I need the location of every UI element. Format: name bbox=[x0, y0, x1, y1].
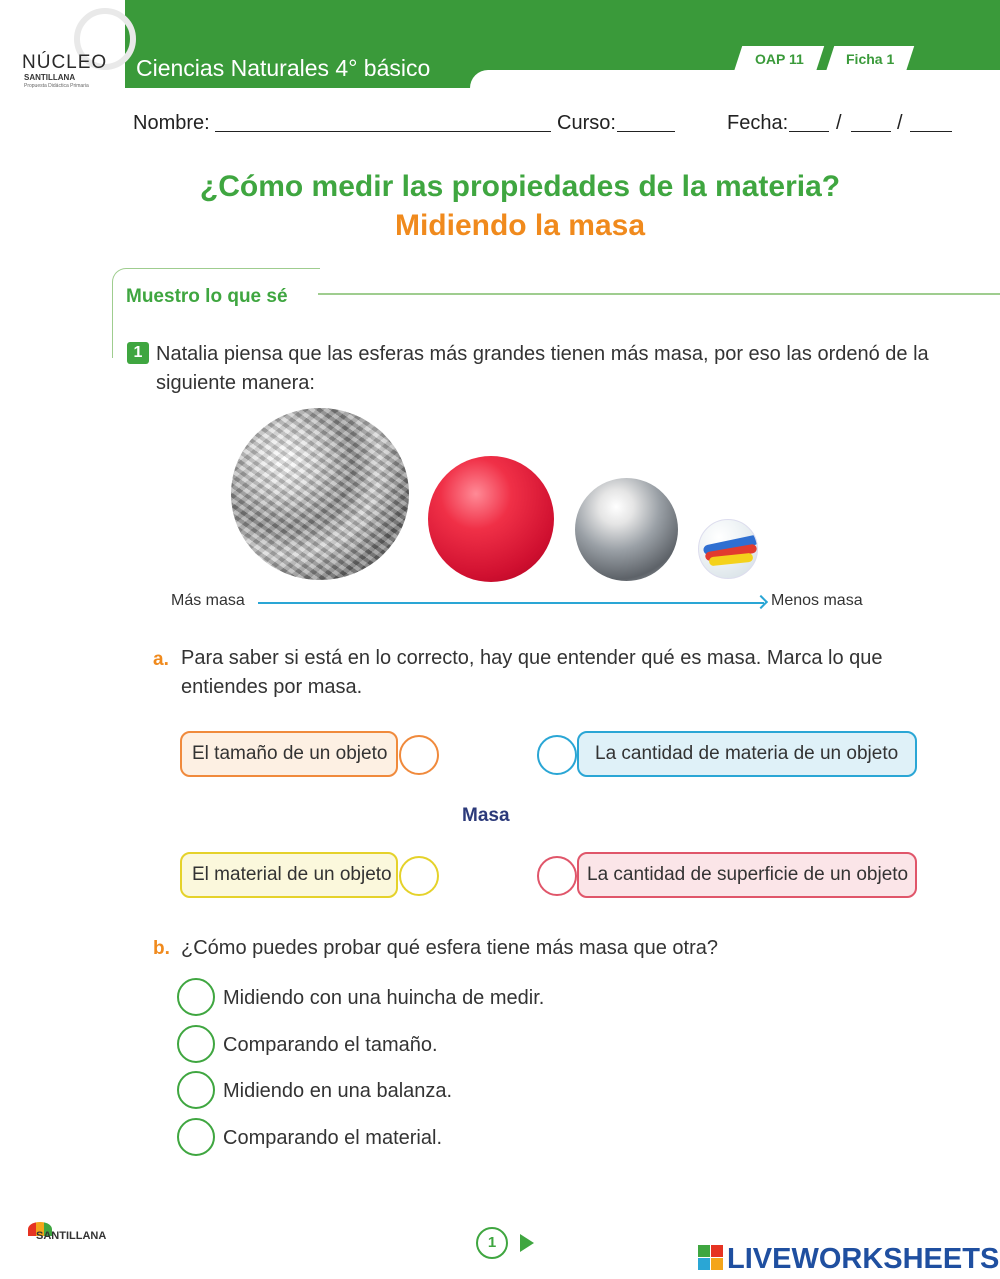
option-matter-checkbox[interactable] bbox=[537, 735, 577, 775]
subject-title: Ciencias Naturales 4° básico bbox=[136, 55, 431, 81]
option-size-checkbox[interactable] bbox=[399, 735, 439, 775]
fecha-slash-1: / bbox=[836, 112, 842, 134]
arrow-head-icon bbox=[754, 595, 768, 609]
masa-center-label: Masa bbox=[462, 805, 510, 826]
question-1-text: Natalia piensa que las esferas más grandes tienen más masa, por eso las ordenó de la siguiente manera: bbox=[156, 343, 929, 394]
fecha-day-field[interactable] bbox=[789, 131, 829, 132]
answer-tape-radio[interactable] bbox=[177, 978, 215, 1016]
main-title: ¿Cómo medir las propiedades de la materia? bbox=[199, 170, 841, 203]
part-b-text: ¿Cómo puedes probar qué esfera tiene más masa que otra? bbox=[181, 937, 718, 959]
option-material: El material de un objeto bbox=[180, 852, 398, 898]
ficha-tag: Ficha 1 bbox=[826, 46, 914, 72]
fecha-slash-2: / bbox=[897, 112, 903, 134]
answer-scale-text: Midiendo en una balanza. bbox=[223, 1080, 453, 1102]
nucleo-logo: NÚCLEO SANTILLANA Propuesta Didáctica Primaria bbox=[14, 8, 124, 93]
option-matter: La cantidad de materia de un objeto bbox=[577, 731, 917, 777]
steel-ball-image bbox=[575, 478, 678, 581]
question-number: 1 bbox=[127, 342, 149, 364]
option-surface-checkbox[interactable] bbox=[537, 856, 577, 896]
page-number-button[interactable]: 1 bbox=[476, 1227, 508, 1259]
header-band bbox=[125, 0, 1000, 50]
part-a-label: a. bbox=[153, 649, 169, 670]
red-ball-image bbox=[428, 456, 554, 582]
option-size: El tamaño de un objeto bbox=[180, 731, 398, 777]
answer-size-text: Comparando el tamaño. bbox=[223, 1034, 438, 1056]
part-a-text: Para saber si está en lo correcto, hay que entender qué es masa. Marca lo que entiendes por masa. bbox=[181, 647, 883, 698]
section-title: Muestro lo que sé bbox=[126, 286, 288, 307]
marble-image bbox=[698, 519, 758, 579]
option-material-checkbox[interactable] bbox=[399, 856, 439, 896]
santillana-logo: SANTILLANA bbox=[28, 1220, 128, 1248]
answer-material-radio[interactable] bbox=[177, 1118, 215, 1156]
oap-tag: OAP 11 bbox=[734, 46, 824, 72]
next-page-icon[interactable] bbox=[520, 1234, 534, 1252]
section-divider bbox=[318, 293, 1000, 295]
header-notch bbox=[470, 70, 1000, 90]
answer-size-radio[interactable] bbox=[177, 1025, 215, 1063]
answer-tape-text: Midiendo con una huincha de medir. bbox=[223, 987, 545, 1009]
part-b-label: b. bbox=[153, 938, 170, 959]
nombre-label: Nombre: bbox=[133, 112, 210, 134]
mass-scale-arrow bbox=[258, 602, 764, 604]
sub-title: Midiendo la masa bbox=[394, 209, 646, 242]
option-surface: La cantidad de superficie de un objeto bbox=[577, 852, 917, 898]
fecha-year-field[interactable] bbox=[910, 131, 952, 132]
less-mass-label: Menos masa bbox=[771, 592, 863, 609]
fecha-month-field[interactable] bbox=[851, 131, 891, 132]
answer-material-text: Comparando el material. bbox=[223, 1127, 442, 1149]
curso-label: Curso: bbox=[557, 112, 616, 134]
answer-scale-radio[interactable] bbox=[177, 1071, 215, 1109]
foil-ball-image bbox=[231, 408, 409, 580]
liveworksheets-logo-icon bbox=[698, 1245, 724, 1271]
nombre-field[interactable] bbox=[215, 131, 551, 132]
more-mass-label: Más masa bbox=[171, 592, 245, 609]
liveworksheets-watermark: LIVEWORKSHEETS bbox=[727, 1243, 1000, 1275]
fecha-label: Fecha: bbox=[727, 112, 789, 134]
curso-field[interactable] bbox=[617, 131, 675, 132]
